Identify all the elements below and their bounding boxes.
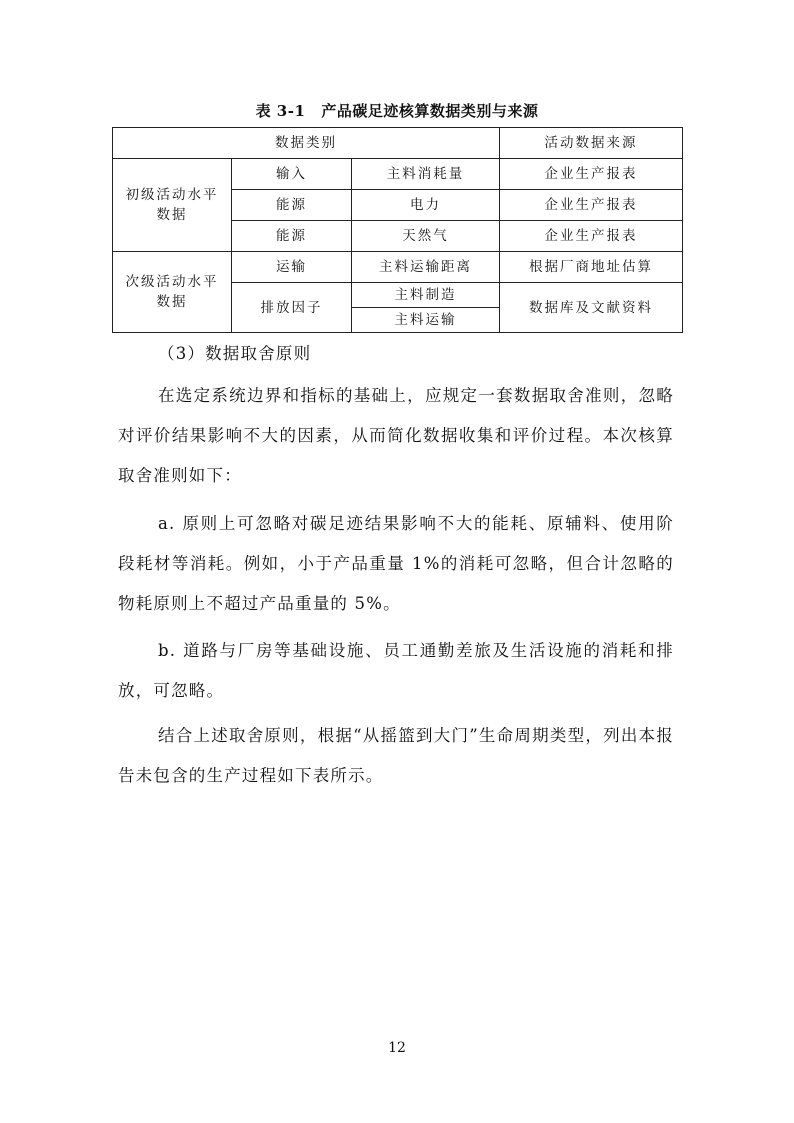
row-item-cell: 主料消耗量 bbox=[352, 159, 500, 190]
row-type-cell: 运输 bbox=[232, 252, 352, 283]
row-item-cell: 天然气 bbox=[352, 221, 500, 252]
paragraph: 结合上述取舍原则，根据“从摇篮到大门”生命周期类型，列出本报告未包含的生产过程如下表所示。 bbox=[118, 726, 674, 785]
paragraph: 在选定系统边界和指标的基础上，应规定一套数据取舍准则，忽略对评价结果影响不大的因素，从而简化数据收集和评价过程。本次核算取舍准则如下： bbox=[118, 386, 674, 485]
paragraph: a. 原则上可忽略对碳足迹结果影响不大的能耗、原辅料、使用阶段耗材等消耗。例如，小于产品重量 1%的消耗可忽略，但合计忽略的物耗原则上不超过产品重量的 5%。 bbox=[118, 514, 674, 613]
group-label-primary-line2: 数据 bbox=[156, 207, 188, 223]
row-type-cell: 输入 bbox=[232, 159, 352, 190]
table-header-row bbox=[113, 128, 683, 159]
paragraph: b. 道路与厂房等基础设施、员工通勤差旅及生活设施的消耗和排放，可忽略。 bbox=[118, 641, 674, 700]
row-item-cell: 主料制造 bbox=[352, 283, 500, 308]
group-label-primary-line1: 初级活动水平 bbox=[125, 187, 219, 203]
row-item-cell: 主料运输 bbox=[352, 308, 500, 333]
group-label-primary bbox=[113, 159, 232, 252]
row-type-cell: 能源 bbox=[232, 221, 352, 252]
table-caption-number: 表 3-1 bbox=[255, 102, 306, 120]
header-source-cell: 活动数据来源 bbox=[500, 128, 683, 159]
table-row bbox=[113, 252, 683, 283]
row-type-cell: 能源 bbox=[232, 190, 352, 221]
group-label-secondary-line1: 次级活动水平 bbox=[125, 274, 219, 290]
row-item-cell: 电力 bbox=[352, 190, 500, 221]
section-heading: （3）数据取舍原则 bbox=[158, 344, 312, 363]
header-category-cell: 数据类别 bbox=[113, 128, 500, 159]
table-caption bbox=[0, 100, 794, 121]
row-source-cell: 根据厂商地址估算 bbox=[500, 252, 683, 283]
group-label-secondary bbox=[113, 252, 232, 333]
table-caption-title: 产品碳足迹核算数据类别与来源 bbox=[321, 102, 539, 120]
row-source-cell: 企业生产报表 bbox=[500, 159, 683, 190]
group-label-secondary-line2: 数据 bbox=[156, 294, 188, 310]
row-item-cell: 主料运输距离 bbox=[352, 252, 500, 283]
table-row bbox=[113, 159, 683, 190]
row-type-cell: 排放因子 bbox=[232, 283, 352, 333]
row-source-cell: 数据库及文献资料 bbox=[500, 283, 683, 333]
carbon-data-table bbox=[112, 127, 683, 333]
page-number: 12 bbox=[388, 1040, 406, 1056]
row-source-cell: 企业生产报表 bbox=[500, 190, 683, 221]
row-source-cell: 企业生产报表 bbox=[500, 221, 683, 252]
